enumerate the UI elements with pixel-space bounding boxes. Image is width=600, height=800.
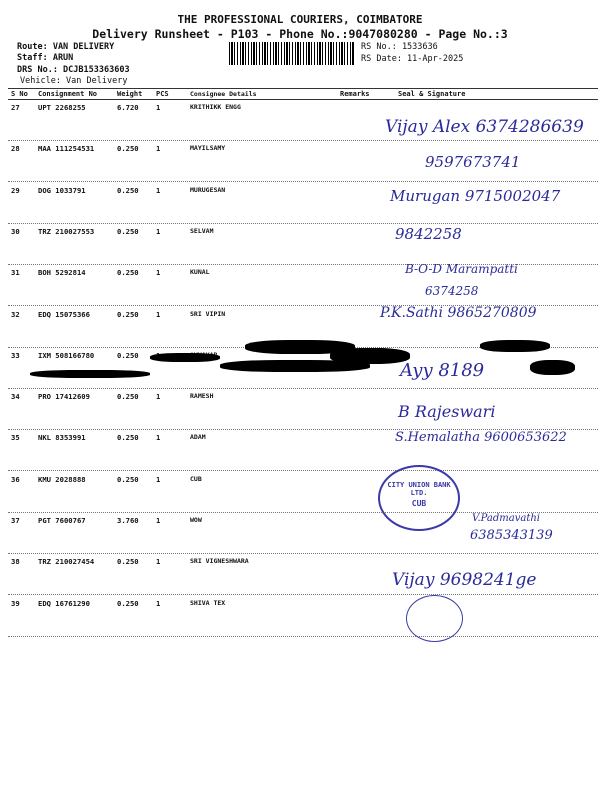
cell-sno: 31 bbox=[11, 268, 20, 278]
cell-cons: SELVAM bbox=[190, 226, 214, 235]
cell-cons: WOW bbox=[190, 516, 202, 524]
col-pcs: PCS bbox=[156, 90, 169, 98]
col-remarks: Remarks bbox=[340, 90, 370, 98]
cell-cons: SRI VIGNESHWARA bbox=[190, 557, 249, 566]
ink-smudge bbox=[30, 370, 150, 378]
ink-smudge bbox=[480, 340, 550, 352]
signature-28: 9597673741 bbox=[425, 153, 521, 171]
table-row bbox=[8, 388, 598, 430]
signature-32: P.K.Sathi 9865270809 bbox=[380, 305, 537, 321]
rs-date: RS Date: 11-Apr-2025 bbox=[361, 54, 464, 64]
company-title: THE PROFESSIONAL COURIERS, COIMBATORE bbox=[177, 13, 423, 26]
cub-stamp bbox=[378, 465, 460, 531]
cell-cno: MAA 111254531 bbox=[38, 144, 95, 154]
cell-cno: EDQ 15075366 bbox=[38, 309, 90, 319]
cell-pcs: 1 bbox=[156, 268, 161, 278]
cell-cno: NKL 8353991 bbox=[38, 433, 86, 443]
cell-cno: KMU 2028888 bbox=[38, 474, 86, 484]
table-row bbox=[8, 471, 598, 513]
cell-cons: SRI VIPIN bbox=[190, 309, 226, 318]
cell-sno: 30 bbox=[11, 226, 20, 236]
col-weight: Weight bbox=[117, 90, 143, 98]
signature-34: B Rajeswari bbox=[398, 402, 496, 421]
cell-sno: 28 bbox=[11, 144, 20, 154]
cell-wt: 6.720 bbox=[117, 103, 139, 112]
signature-27: Vijay Alex 6374286639 bbox=[385, 117, 584, 137]
route-label: Route: VAN DELIVERY bbox=[17, 42, 115, 52]
signature-30: 9842258 bbox=[395, 225, 462, 243]
cell-cons: CUB bbox=[190, 474, 202, 483]
cell-wt: 0.250 bbox=[117, 350, 139, 360]
cell-pcs: 1 bbox=[156, 598, 161, 608]
signature-37a: V.Padmavathi bbox=[472, 513, 541, 524]
signature-31b: 6374258 bbox=[425, 284, 479, 298]
cell-cno: EDQ 16761290 bbox=[38, 598, 90, 608]
cell-sno: 36 bbox=[11, 474, 20, 484]
vehicle-label: Vehicle: Van Delivery bbox=[20, 76, 128, 86]
cell-cons: MAYILSAMY bbox=[190, 144, 226, 153]
ink-smudge bbox=[150, 353, 220, 362]
cell-wt: 0.250 bbox=[117, 185, 139, 195]
cell-sno: 35 bbox=[11, 433, 20, 443]
signature-37b: 6385343139 bbox=[470, 528, 553, 543]
round-stamp bbox=[406, 595, 463, 642]
cell-cons: ADAM bbox=[190, 433, 206, 442]
cell-wt: 0.250 bbox=[117, 557, 139, 567]
cell-pcs: 1 bbox=[156, 433, 161, 443]
cell-cons: KRITHIKK ENGG bbox=[190, 103, 241, 111]
cell-wt: 0.250 bbox=[117, 309, 139, 319]
cell-cno: UPT 2268255 bbox=[38, 103, 86, 112]
cell-pcs: 1 bbox=[156, 557, 161, 567]
stamp-sub: CUB bbox=[411, 499, 427, 508]
cell-sno: 34 bbox=[11, 392, 20, 402]
cell-pcs: 1 bbox=[156, 185, 161, 195]
cell-pcs: 1 bbox=[156, 516, 161, 525]
cell-wt: 0.250 bbox=[117, 433, 139, 443]
runsheet-subtitle: Delivery Runsheet - P103 - Phone No.:9047080280 - Page No.:3 bbox=[92, 27, 508, 41]
cell-sno: 39 bbox=[11, 598, 20, 608]
cell-cno: TRZ 210027454 bbox=[38, 557, 95, 567]
cell-wt: 0.250 bbox=[117, 474, 139, 484]
cell-sno: 37 bbox=[11, 516, 20, 525]
col-sno: S No bbox=[11, 90, 28, 98]
cell-pcs: 1 bbox=[156, 226, 161, 236]
drs-barcode bbox=[229, 42, 354, 65]
cell-wt: 0.250 bbox=[117, 144, 139, 154]
ink-smudge bbox=[530, 360, 575, 375]
cell-wt: 0.250 bbox=[117, 226, 139, 236]
cell-wt: 3.760 bbox=[117, 516, 139, 525]
signature-31a: B-O-D Marampatti bbox=[405, 262, 518, 276]
cell-pcs: 1 bbox=[156, 392, 161, 402]
cell-sno: 32 bbox=[11, 309, 20, 319]
cell-cno: PRO 17412609 bbox=[38, 392, 90, 402]
cell-pcs: 1 bbox=[156, 103, 161, 112]
table-row bbox=[8, 595, 598, 637]
cell-pcs: 1 bbox=[156, 144, 161, 154]
cell-pcs: 1 bbox=[156, 474, 161, 484]
signature-35: S.Hemalatha 9600653622 bbox=[395, 430, 567, 445]
signature-29: Murugan 9715002047 bbox=[390, 187, 561, 205]
cell-wt: 0.250 bbox=[117, 268, 139, 278]
cell-sno: 29 bbox=[11, 185, 20, 195]
rs-number: RS No.: 1533636 bbox=[361, 42, 438, 52]
cell-wt: 0.250 bbox=[117, 598, 139, 608]
drs-number: DRS No.: DCJB153363603 bbox=[17, 65, 130, 75]
cell-cons: SHIVA TEX bbox=[190, 598, 226, 607]
cell-cno: PGT 7600767 bbox=[38, 516, 86, 525]
cell-cno: TRZ 210027553 bbox=[38, 226, 95, 236]
cell-cno: BOH 5292814 bbox=[38, 268, 86, 278]
cell-cons: MURUGESAN bbox=[190, 185, 226, 194]
signature-39: Vijay 9698241ge bbox=[392, 570, 537, 590]
cell-cno: DOG 1033791 bbox=[38, 185, 86, 195]
cell-cons: KUNAL bbox=[190, 268, 210, 277]
cell-sno: 38 bbox=[11, 557, 20, 567]
cell-sno: 27 bbox=[11, 103, 20, 112]
col-seal: Seal & Signature bbox=[398, 90, 466, 98]
cell-pcs: 1 bbox=[156, 309, 161, 319]
ink-smudge bbox=[220, 360, 370, 372]
cell-wt: 0.250 bbox=[117, 392, 139, 402]
col-consignee: Consignee Details bbox=[190, 90, 257, 98]
col-consignment: Consignment No bbox=[38, 90, 98, 98]
table-row bbox=[8, 223, 598, 265]
staff-label: Staff: ARUN bbox=[17, 53, 74, 63]
stamp-text: CITY UNION BANK LTD. bbox=[387, 481, 451, 497]
cell-cons: RAMESH bbox=[190, 392, 214, 401]
signature-33: Ayy 8189 bbox=[400, 360, 485, 381]
cell-sno: 33 bbox=[11, 350, 20, 360]
cell-cno: IXM 508166780 bbox=[38, 350, 95, 360]
